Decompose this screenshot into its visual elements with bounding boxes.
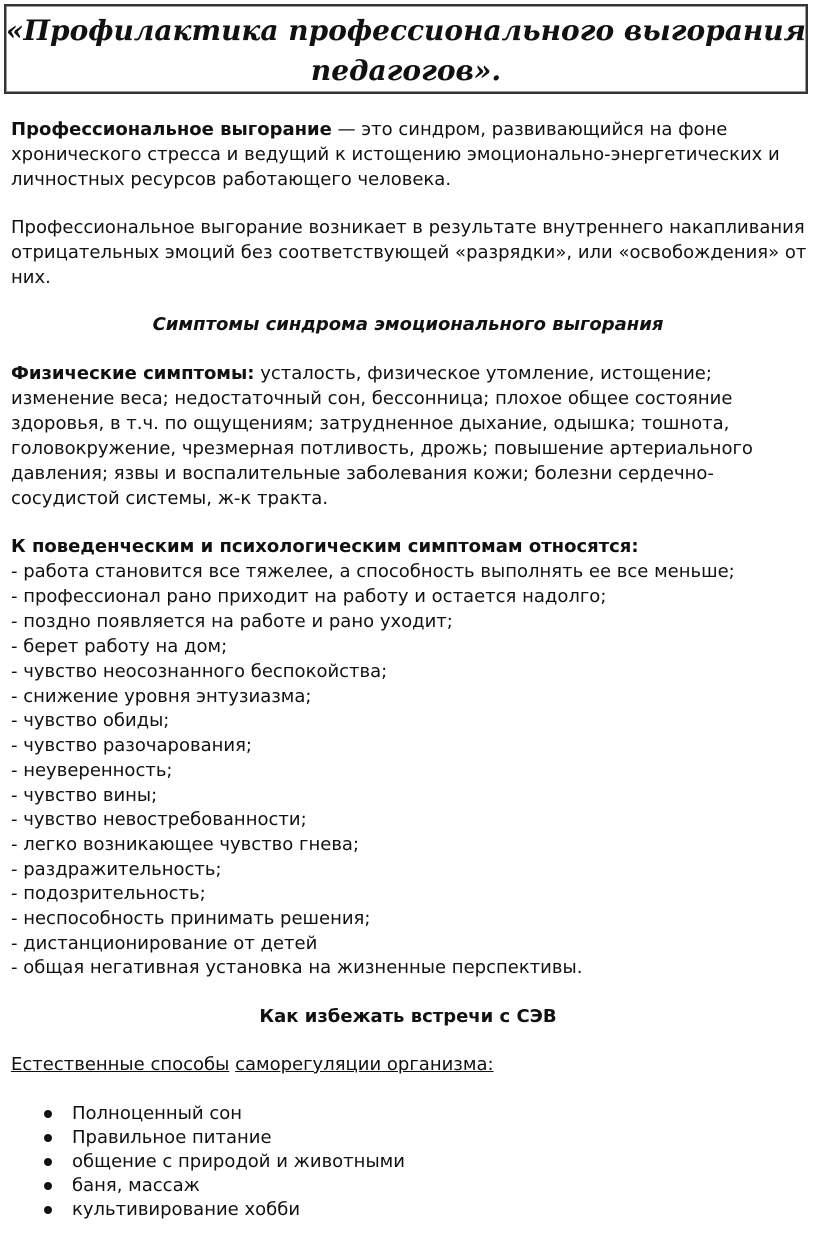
definition-text: — это синдром, развивающийся на фоне [331, 119, 728, 140]
list-item: - раздражительность; [11, 859, 222, 880]
physical-label: Физические симптомы: [11, 363, 255, 384]
list-item: - дистанционирование от детей [11, 933, 318, 954]
list-item: - неуверенность; [11, 760, 173, 781]
physical-line-1 [11, 362, 712, 386]
symptoms-heading: Симптомы синдрома эмоционального выгорания [152, 314, 664, 335]
physical-line-2: изменение веса; недостаточный сон, бессонница; плохое общее состояние [11, 388, 733, 409]
list-item: - чувство разочарования; [11, 735, 252, 756]
natural-heading-part-1: Естественные способы [11, 1054, 230, 1075]
list-item: - легко возникающее чувство гнева; [11, 834, 360, 855]
bullet-item: общение с природой и животными [72, 1151, 405, 1172]
list-item: - общая негативная установка на жизненные перспективы. [11, 957, 583, 978]
natural-heading [11, 1053, 494, 1077]
list-item: - неспособность принимать решения; [11, 908, 371, 929]
document-title-line-1: «Профилактика профессионального выгорания [6, 14, 806, 47]
list-item: - чувство вины; [11, 785, 158, 806]
document-title-line-2: педагогов». [310, 54, 502, 87]
behavioral-heading: К поведенческим и психологическим симптомам относятся: [11, 536, 639, 557]
bullet-item: Полноценный сон [72, 1103, 243, 1124]
cause-line-1: Профессиональное выгорание возникает в результате внутреннего накапливания [11, 217, 805, 238]
list-item: - поздно появляется на работе и рано уходит; [11, 611, 453, 632]
list-item: - чувство невостребованности; [11, 809, 307, 830]
list-item: - берет работу на дом; [11, 636, 228, 657]
list-item: - чувство обиды; [11, 710, 170, 731]
cause-line-2: отрицательных эмоций без соответствующей «разрядки», или «освобождения» от [11, 242, 807, 263]
avoid-heading: Как избежать встречи с СЭВ [259, 1006, 557, 1027]
definition-term: Профессиональное выгорание [11, 119, 332, 140]
definition-line-1 [11, 118, 727, 142]
physical-line-6: сосудистой системы, ж-к тракта. [11, 488, 329, 509]
physical-text: усталость, физическое утомление, истощение; [254, 363, 712, 384]
bullet-item: Правильное питание [72, 1127, 272, 1148]
list-item: - подозрительность; [11, 883, 206, 904]
bullet-item: баня, массаж [72, 1175, 200, 1196]
cause-line-3: них. [11, 267, 51, 288]
natural-heading-part-2: саморегуляции организма: [235, 1054, 494, 1075]
bullet-icon [44, 1206, 52, 1214]
bullet-item: культивирование хобби [72, 1199, 301, 1220]
definition-line-2: хронического стресса и ведущий к истощению эмоционально-энергетических и [11, 144, 780, 165]
physical-line-4: головокружение, чрезмерная потливость, дрожь; повышение артериального [11, 438, 753, 459]
bullet-icon [44, 1158, 52, 1166]
bullet-icon [44, 1110, 52, 1118]
list-item: - снижение уровня энтузиазма; [11, 686, 312, 707]
list-item: - чувство неосознанного беспокойства; [11, 661, 388, 682]
bullet-icon [44, 1134, 52, 1142]
physical-line-3: здоровья, в т.ч. по ощущениям; затрудненное дыхание, одышка; тошнота, [11, 413, 730, 434]
title-box [4, 4, 808, 94]
list-item: - профессионал рано приходит на работу и остается надолго; [11, 586, 607, 607]
definition-line-3: личностных ресурсов работающего человека. [11, 169, 452, 190]
list-item: - работа становится все тяжелее, а способность выполнять ее все меньше; [11, 561, 735, 582]
physical-line-5: давления; язвы и воспалительные заболевания кожи; болезни сердечно- [11, 463, 714, 484]
bullet-icon [44, 1182, 52, 1190]
